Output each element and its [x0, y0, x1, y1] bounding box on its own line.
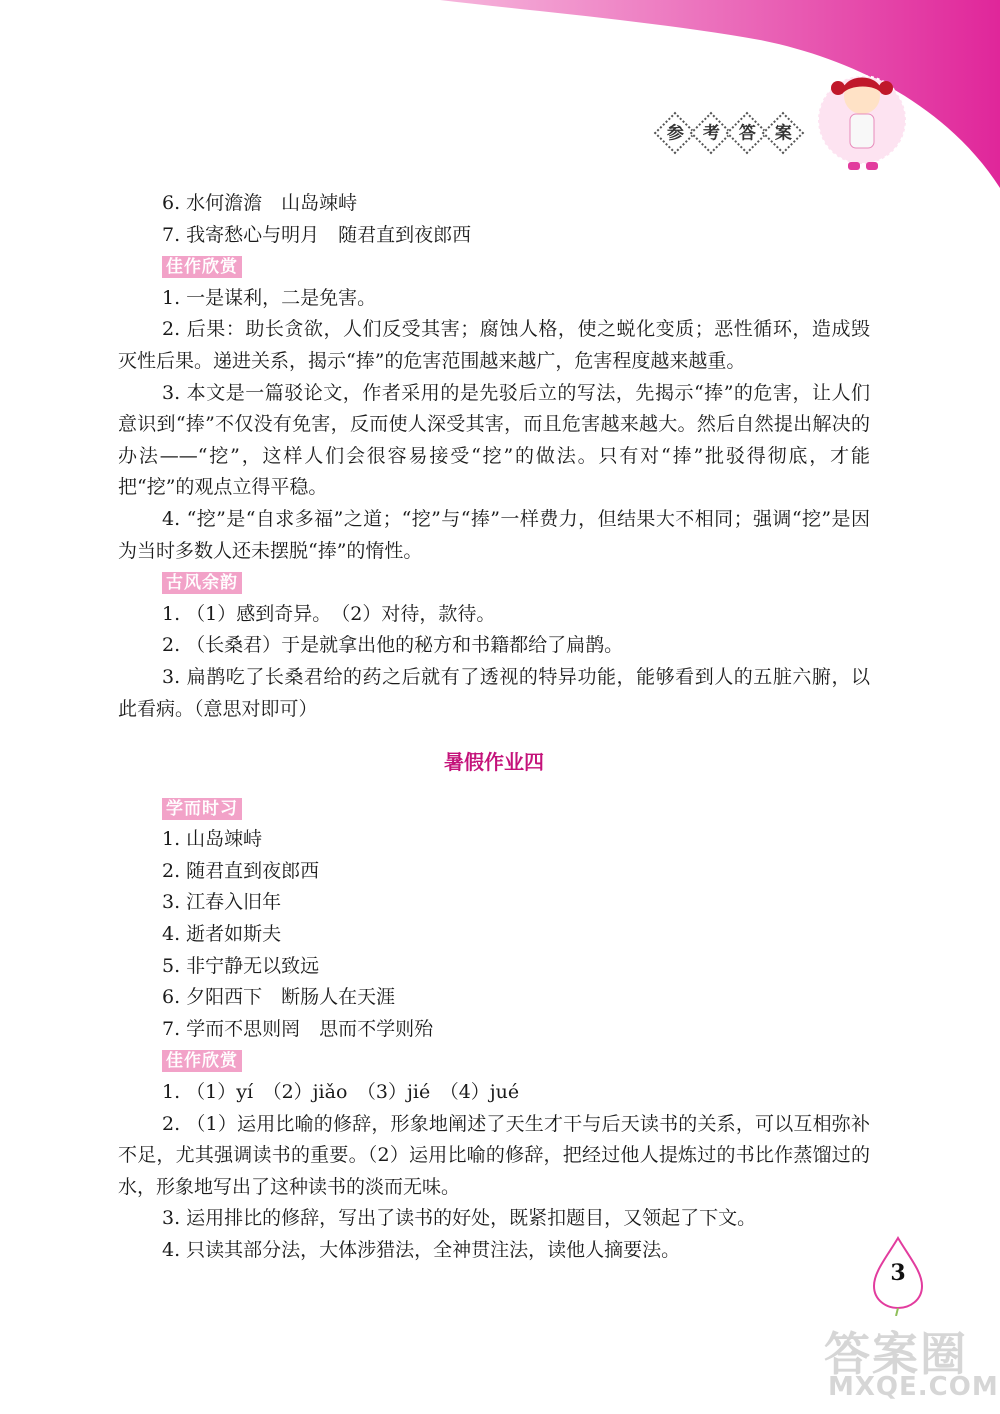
section-title: 暑假作业四 [444, 750, 544, 775]
answer-item: 6. 夕阳西下 断肠人在天涯 [162, 986, 396, 1009]
section-tag-appreciation: 佳作欣赏 [162, 1050, 242, 1072]
watermark-logo-text: 答案圈 [824, 1327, 968, 1381]
watermark-url: MXQE.COM [828, 1372, 999, 1402]
badge-char: 案 [762, 112, 804, 154]
answer-item: 7. 我寄愁心与明月 随君直到夜郎西 [162, 223, 472, 246]
answer-paragraph: 1. （1）yí （2）jiǎo （3）jié （4）jué [162, 1081, 520, 1104]
answer-paragraph: 2. （长桑君）于是就拿出他的秘方和书籍都给了扁鹊。 [162, 634, 624, 657]
section-tag-appreciation: 佳作欣赏 [162, 256, 242, 278]
answer-content [118, 188, 870, 1267]
section-tag-study: 学而时习 [162, 798, 242, 820]
answer-item: 4. 逝者如斯夫 [162, 923, 282, 946]
answer-paragraph: 2. （1）运用比喻的修辞，形象地阐述了天生才干与后天读书的关系，可以互相弥补不足，尤其强调读书的重要。（2）运用比喻的修辞，把经过他人提炼过的书比作蒸馏过的水，形象地写出了这种读书的淡而无味。 [118, 1112, 870, 1198]
answer-item: 6. 水何澹澹 山岛竦峙 [162, 192, 358, 214]
badge-char: 考 [690, 112, 732, 154]
answer-paragraph: 1. 一是谋利，二是免害。 [162, 286, 377, 309]
badge-char: 答 [726, 112, 768, 154]
answer-item: 2. 随君直到夜郎西 [162, 859, 320, 882]
answer-paragraph: 3. 本文是一篇驳论文，作者采用的是先驳后立的写法，先揭示“捧”的危害，让人们意识到“捧”不仅没有免害，反而使人深受其害，而且危害越来越大。然后自然提出解决的办法——“挖”，这样人们会很容易接受“挖”的做法。只有对“捧”批驳得彻底，才能把“挖”的观点立得平稳。 [118, 381, 870, 499]
girl-illustration [814, 58, 910, 178]
answer-paragraph: 4. “挖”是“自求多福”之道；“挖”与“捧”一样费力，但结果大不相同；强调“挖”是因为当时多数人还未摆脱“捧”的惰性。 [118, 507, 870, 562]
page-number-leaf [870, 1236, 926, 1316]
answer-paragraph: 2. 后果：助长贪欲，人们反受其害；腐蚀人格，使之蜕化变质；恶性循环，造成毁灭性后果。递进关系，揭示“捧”的危害范围越来越广，危害程度越来越重。 [118, 318, 870, 372]
badge-char: 参 [654, 112, 696, 154]
watermark [824, 1318, 999, 1408]
answer-item: 1. 山岛竦峙 [162, 828, 263, 851]
section-tag-ancient: 古风余韵 [162, 572, 242, 594]
answer-paragraph: 3. 运用排比的修辞，写出了读书的好处，既紧扣题目，又领起了下文。 [162, 1207, 757, 1230]
answer-item: 5. 非宁静无以致远 [162, 954, 320, 977]
answer-paragraph: 4. 只读其部分法，大体涉猎法，全神贯注法，读他人摘要法。 [162, 1239, 681, 1261]
answer-item: 7. 学而不思则罔 思而不学则殆 [162, 1017, 434, 1040]
answer-paragraph: 3. 扁鹊吃了长桑君给的药之后就有了透视的特异功能，能够看到人的五脏六腑，以此看病。（意思对即可） [118, 665, 870, 720]
answer-item: 3. 江春入旧年 [162, 891, 282, 914]
page-number: 3 [890, 1260, 906, 1286]
answer-paragraph: 1. （1）感到奇异。 （2）对待，款待。 [162, 602, 496, 625]
answer-key-badge [660, 118, 798, 148]
